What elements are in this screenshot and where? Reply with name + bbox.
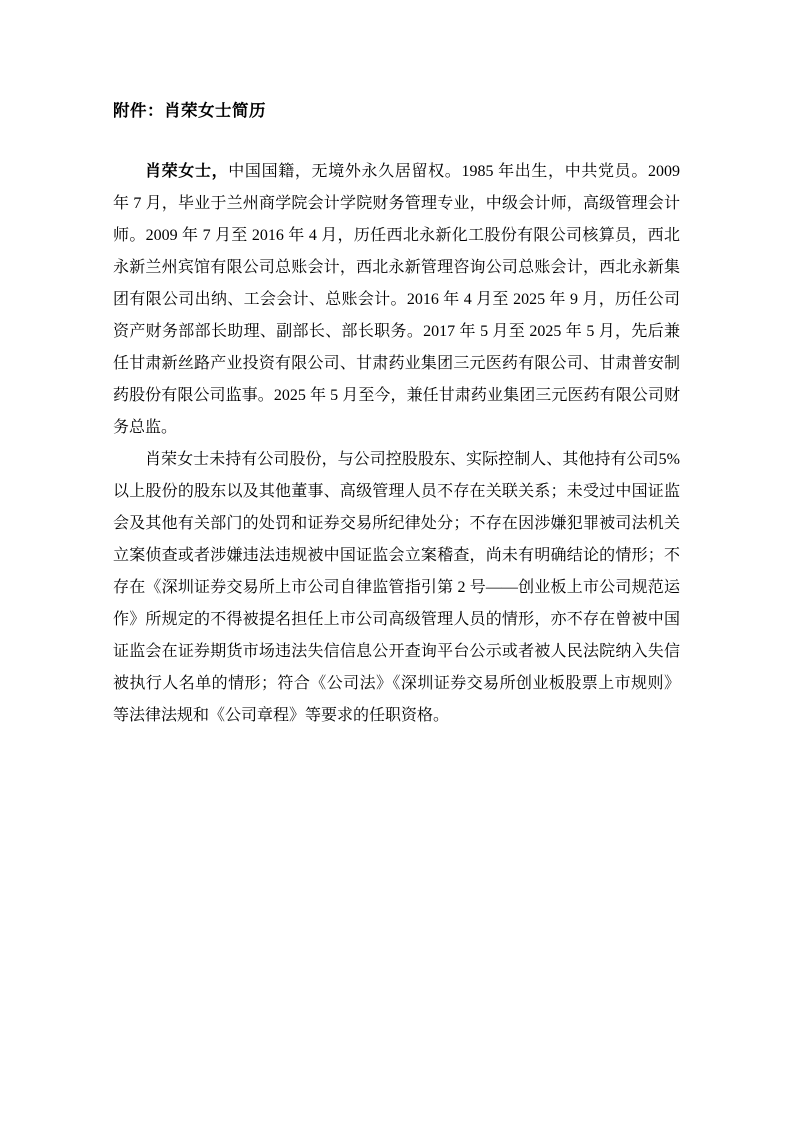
bio-paragraph-career-text: 中国国籍，无境外永久居留权。1985 年出生，中共党员。2009 年 7 月，毕业于兰州商学院会计学院财务管理专业，中级会计师，高级管理会计师。2009 年 7 月至 2016 年 4 月，历任西北永新化工股份有限公司核算员，西北永新兰州宾馆有限公司总账会计，西北永新管理咨询公司总账会计，西北永新集团有限公司出纳、工会会计、总账会计。2016 年 4 月至 2025 年 9 月，历任公司资产财务部部长助理、副部长、部长职务。2017 年 5 月至 2025 年 5 月，先后兼任甘肃新丝路产业投资有限公司、甘肃药业集团三元医药有限公司、甘肃普安制药股份有限公司监事。2025 年 5 月至今，兼任甘肃药业集团三元医药有限公司财务总监。	[113, 163, 680, 436]
bio-paragraph-career	[113, 156, 680, 444]
attachment-title: 附件：肖荣女士简历	[113, 101, 266, 120]
bio-paragraph-qualification	[113, 444, 680, 732]
person-name-lead: 肖荣女士，	[145, 163, 229, 180]
bio-paragraph-qualification-text: 肖荣女士未持有公司股份，与公司控股股东、实际控制人、其他持有公司5%以上股份的股东以及其他董事、高级管理人员不存在关联关系；未受过中国证监会及其他有关部门的处罚和证券交易所纪律处分；不存在因涉嫌犯罪被司法机关立案侦查或者涉嫌违法违规被中国证监会立案稽查，尚未有明确结论的情形；不存在《深圳证券交易所上市公司自律监管指引第 2 号——创业板上市公司规范运作》所规定的不得被提名担任上市公司高级管理人员的情形，亦不存在曾被中国证监会在证券期货市场违法失信信息公开查询平台公示或者被人民法院纳入失信被执行人名单的情形；符合《公司法》《深圳证券交易所创业板股票上市规则》等法律法规和《公司章程》等要求的任职资格。	[113, 451, 680, 724]
